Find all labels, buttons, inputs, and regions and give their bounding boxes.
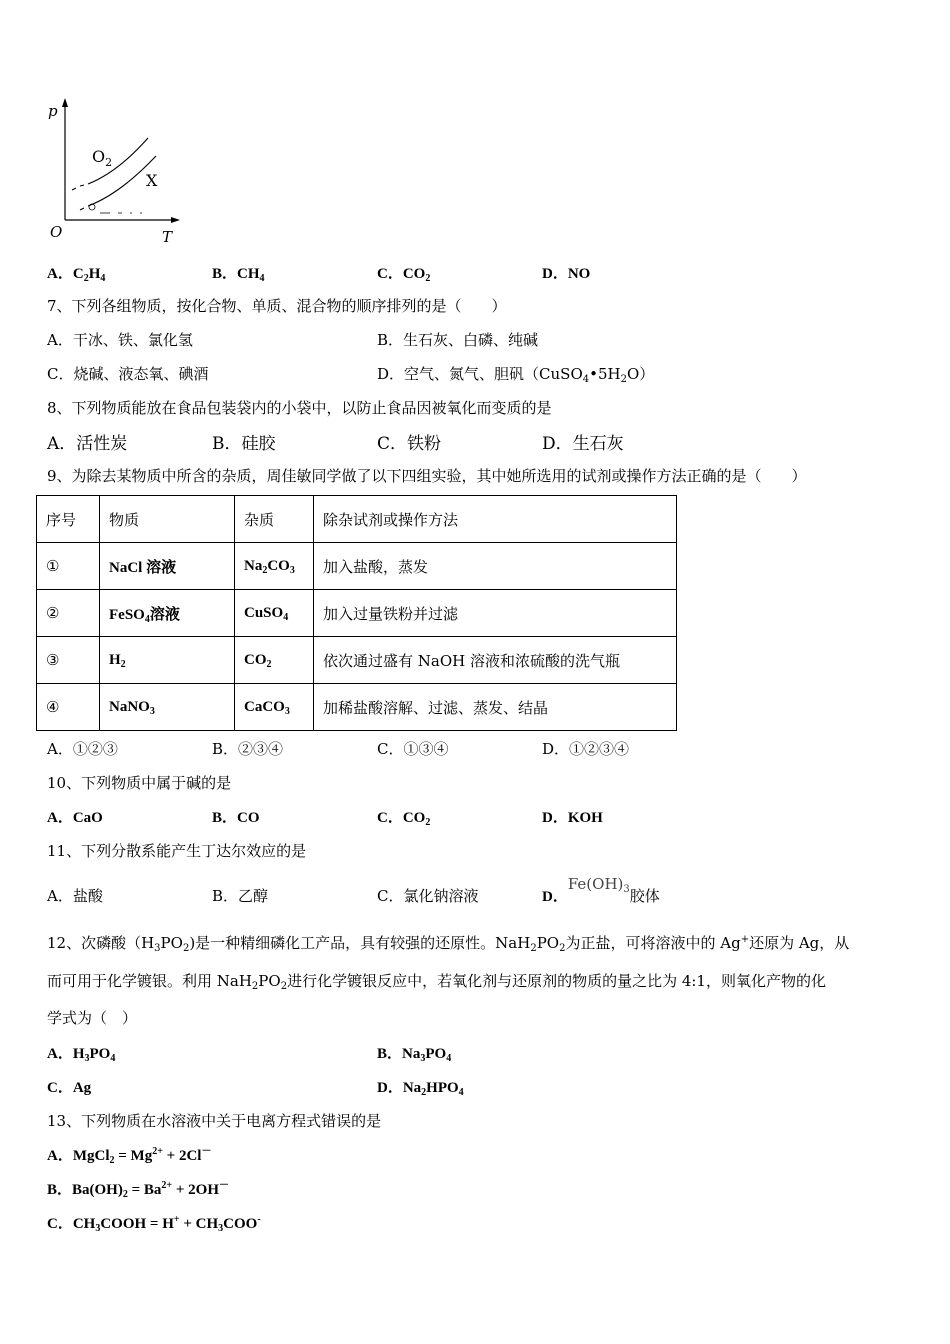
row-substance: $H_2$ — [100, 637, 235, 684]
origin-label: O — [50, 223, 63, 241]
header-impurity: 杂质 — [235, 496, 314, 543]
x-axis-label: T — [162, 228, 173, 246]
row-impurity: CaCO$_3$ — [235, 684, 314, 731]
row-substance: NaNO$_3$ — [100, 684, 235, 731]
q11-option-a[interactable]: A．盐酸 — [47, 887, 103, 905]
q10-option-b[interactable]: B．CO — [212, 810, 260, 826]
q9-option-d[interactable]: D．①②③④ — [542, 740, 630, 758]
q13-stem: 13、下列物质在水溶液中关于电离方程式错误的是 — [47, 1112, 382, 1130]
q8-option-b[interactable]: B．硅胶 — [212, 434, 276, 454]
q12-option-c[interactable]: C．Ag — [47, 1080, 92, 1096]
q7-option-d[interactable]: D．空气、氮气、胆矾$(CuSO_4•5H_2O)$ — [377, 365, 655, 385]
y-axis-label: p — [48, 102, 58, 120]
q13-option-b[interactable]: B．$Ba(OH)_2 = Ba^{2+} + 2OH^-$ — [47, 1180, 229, 1200]
q7-option-b[interactable]: B．生石灰、白磷、纯碱 — [377, 331, 539, 349]
q11-option-d[interactable]: D．$Fe(OH)_3$胶体 — [542, 875, 660, 905]
row-impurity: $CO_2$ — [235, 637, 314, 684]
row-method: 加稀盐酸溶解、过滤、蒸发、结晶 — [314, 684, 677, 731]
q11-option-b[interactable]: B．乙醇 — [212, 887, 269, 905]
q7-stem: 7、下列各组物质，按化合物、单质、混合物的顺序排列的是（ ） — [47, 297, 507, 315]
feoh3-formula: $Fe(OH)_3$ — [567, 875, 630, 895]
row-no: ④ — [37, 684, 100, 731]
row-impurity: CuSO$_4$ — [235, 590, 314, 637]
q9-option-a[interactable]: A．①②③ — [47, 740, 118, 758]
row-method: 加入盐酸，蒸发 — [314, 543, 677, 590]
row-no: ① — [37, 543, 100, 590]
q8-stem: 8、下列物质能放在食品包装袋内的小袋中，以防止食品因被氧化而变质的是 — [47, 399, 552, 417]
q10-stem: 10、下列物质中属于碱的是 — [47, 774, 232, 792]
q7-option-a[interactable]: A．干冰、铁、氯化氢 — [47, 331, 193, 349]
q10-option-d[interactable]: D．KOH — [542, 810, 603, 826]
q12-line1: 12、次磷酸$(H_3PO_2)$是一种精细磷化工产品，具有较强的还原性。$NaH_2PO_2$为正盐，可将溶液中的 Ag+还原为 Ag，从 — [47, 934, 850, 954]
q8-option-d[interactable]: D．生石灰 — [542, 434, 624, 454]
q11-option-c[interactable]: C．氯化钠溶液 — [377, 887, 479, 905]
q12-option-d[interactable]: D．$Na_2HPO_4$ — [377, 1080, 464, 1098]
table-header-row — [37, 496, 677, 543]
q10-option-c[interactable]: C．$CO_2$ — [377, 810, 431, 828]
q6-option-b[interactable]: B．$CH_4$ — [212, 266, 265, 284]
header-no: 序号 — [37, 496, 100, 543]
y-axis-arrow — [62, 98, 68, 107]
q12-option-b[interactable]: B．$Na_3PO_4$ — [377, 1046, 452, 1064]
x-label: X — [146, 171, 158, 190]
q6-option-c[interactable]: C．$CO_2$ — [377, 266, 431, 284]
x-axis-arrow — [171, 217, 180, 223]
q9-option-c[interactable]: C．①③④ — [377, 740, 449, 758]
header-method: 除杂试剂或操作方法 — [314, 496, 677, 543]
q9-option-b[interactable]: B．②③④ — [212, 740, 284, 758]
row-impurity: $Na_2CO_3$ — [235, 543, 314, 590]
q6-option-d[interactable]: D．NO — [542, 266, 591, 282]
table-row — [37, 543, 677, 590]
table-row — [37, 637, 677, 684]
row-substance: FeSO$_4$溶液 — [100, 590, 235, 637]
q12-line3: 学式为（ ） — [47, 1009, 138, 1027]
q8-option-c[interactable]: C．铁粉 — [377, 434, 442, 454]
header-substance: 物质 — [100, 496, 235, 543]
q7-option-c[interactable]: C．烧碱、液态氧、碘酒 — [47, 365, 209, 383]
row-no: ② — [37, 590, 100, 637]
q13-option-a[interactable]: A．MgCl$_2$ = $Mg^{2+} + 2Cl^-$ — [47, 1146, 212, 1166]
q12-option-a[interactable]: A．$H_3PO_4$ — [47, 1046, 116, 1064]
q11-stem: 11、下列分散系能产生丁达尔效应的是 — [47, 842, 307, 860]
row-substance: NaCl 溶液 — [100, 543, 235, 590]
q10-option-a[interactable]: A．CaO — [47, 810, 103, 826]
q12-line2: 而可用于化学镀银。利用 $NaH_2PO_2$进行化学镀银反应中，若氧化剂与还原剂的物质的量之比为 4:1，则氧化产物的化 — [47, 972, 826, 992]
row-method: 加入过量铁粉并过滤 — [314, 590, 677, 637]
q13-option-c[interactable]: C．$CH_3COOH = H^+ + CH_3COO^-$ — [47, 1214, 261, 1234]
o2-label: $O_2$ — [92, 147, 113, 169]
q9-stem: 9、为除去某物质中所含的杂质，周佳敏同学做了以下四组实验，其中她所选用的试剂或操作方法正确的是（ ） — [47, 467, 807, 485]
q6-option-a[interactable]: A．$C_2H_4$ — [47, 266, 106, 284]
row-method: 依次通过盛有 NaOH 溶液和浓硫酸的洗气瓶 — [314, 637, 677, 684]
row-no: ③ — [37, 637, 100, 684]
q8-option-a[interactable]: A．活性炭 — [47, 434, 128, 454]
table-row — [37, 684, 677, 731]
table-row — [37, 590, 677, 637]
impurity-table — [36, 495, 677, 731]
p-t-graph — [40, 96, 190, 248]
